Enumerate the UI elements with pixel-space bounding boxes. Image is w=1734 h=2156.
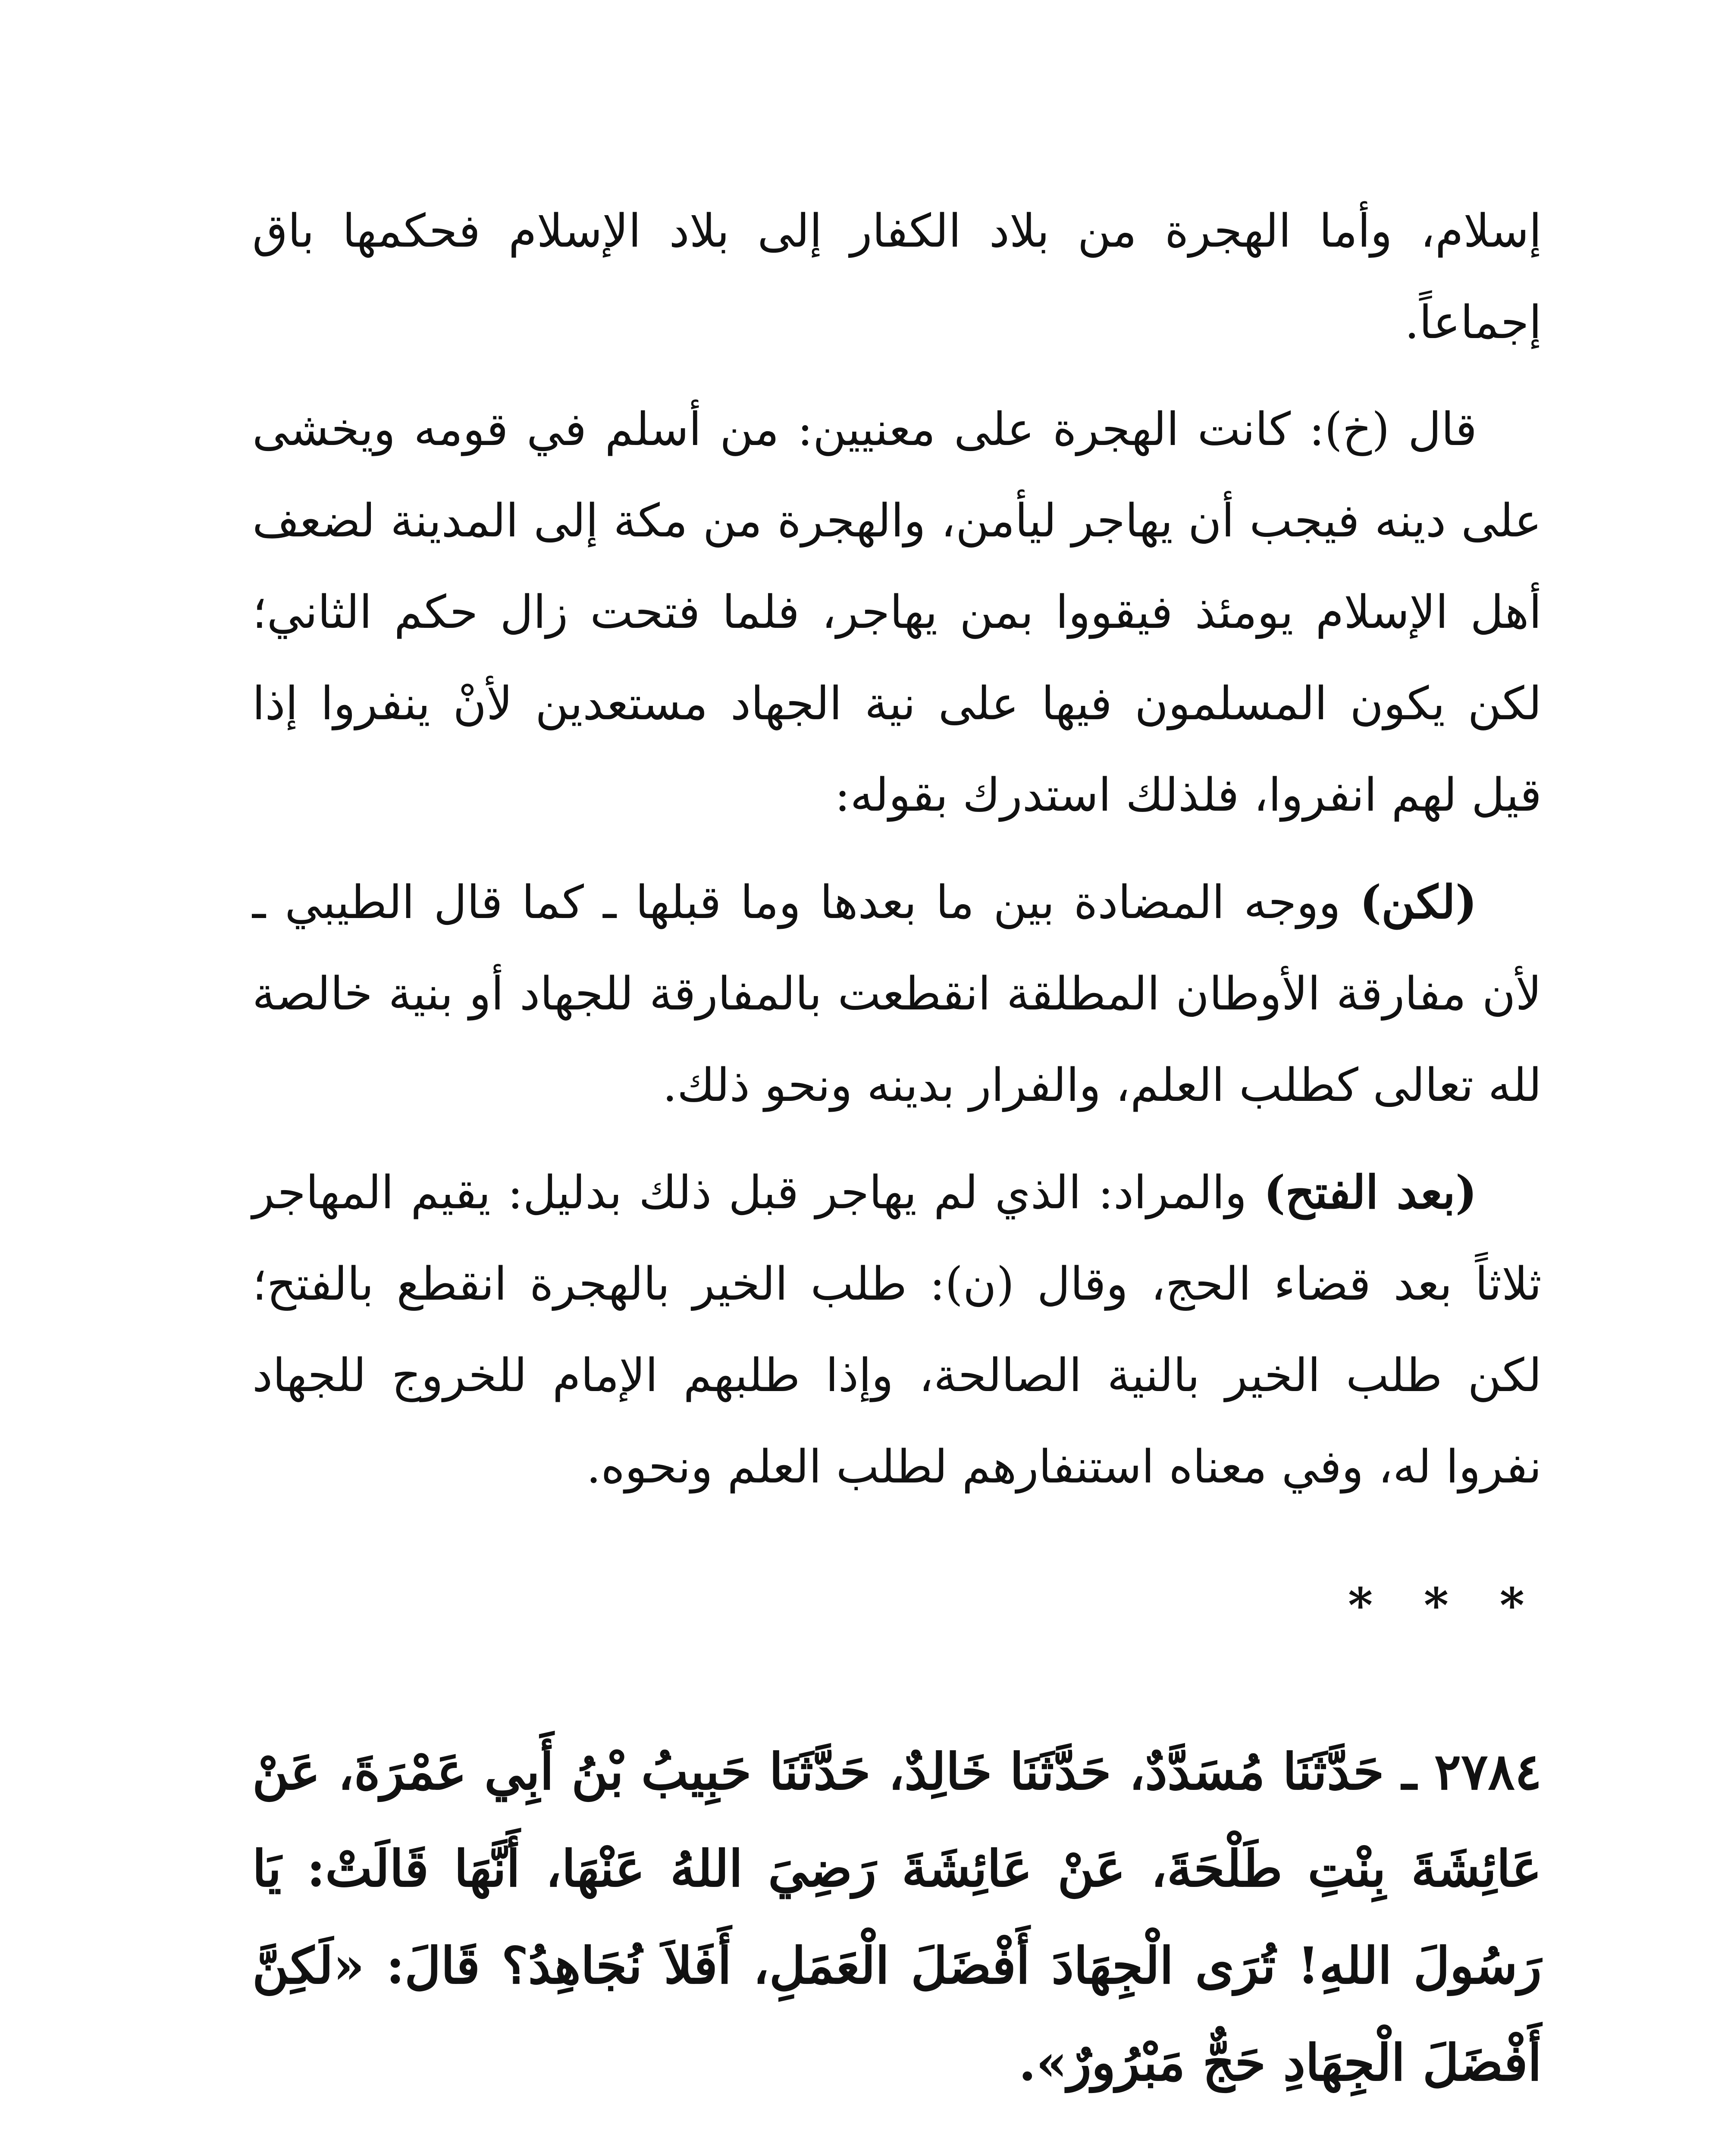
paragraph-3-text: ووجه المضادة بين ما بعدها وما قبلها ـ كما قال الطيبي ـ لأن مفارقة الأوطان المطلقة انقطعت بالمفارقة للجهاد أو بنية خالصة لله تعالى كطلب العلم، والفرار بدينه ونحو ذلك.: [252, 876, 1542, 1112]
paragraph-3-lead: (لكن): [1360, 875, 1477, 929]
page-content: [252, 185, 1542, 2112]
paragraph-2-text: قال (خ): كانت الهجرة على معنيين: من أسلم في قومه ويخشى على دينه فيجب أن يهاجر ليأمن، والهجرة من مكة إلى المدينة لضعف أهل الإسلام يومئذ فيقووا بمن يهاجر، فلما فتحت زال حكم الثاني؛ لكن يكون المسلمون فيها على نية الجهاد مستعدين لأنْ ينفروا إذا قيل لهم انفروا، فلذلك استدرك بقوله:: [252, 403, 1542, 821]
hadith-block: [252, 1724, 1542, 2112]
paragraph-4-text: والمراد: الذي لم يهاجر قبل ذلك بدليل: يقيم المهاجر ثلاثاً بعد قضاء الحج، وقال (ن): طلب الخير بالهجرة انقطع بالفتح؛ لكن طلب الخير بالنية الصالحة، وإذا طلبهم الإمام للخروج للجهاد نفروا له، وفي معناه استنفارهم لطلب العلم ونحوه.: [252, 1166, 1542, 1493]
paragraph-3: [252, 856, 1542, 1131]
paragraph-2: [252, 384, 1542, 841]
hadith-number: ٢٧٨٤: [1434, 1742, 1542, 1801]
hadith-text: ـ حَدَّثَنَا مُسَدَّدٌ، حَدَّثَنَا خَالِدٌ، حَدَّثَنَا حَبِيبُ بْنُ أَبِي عَمْرَةَ، عَنْ عَائِشَةَ بِنْتِ طَلْحَةَ، عَنْ عَائِشَةَ رَضِيَ اللهُ عَنْهَا، أَنَّهَا قَالَتْ: يَا رَسُولَ اللهِ! تُرَى الْجِهَادَ أَفْضَلَ الْعَمَلِ، أَفَلاَ نُجَاهِدُ؟ قَالَ: «لَكِنَّ أَفْضَلَ الْجِهَادِ حَجٌّ مَبْرُورٌ».: [252, 1742, 1542, 2092]
paragraph-1-text: إسلام، وأما الهجرة من بلاد الكفار إلى بلاد الإسلام فحكمها باق إجماعاً.: [252, 204, 1542, 349]
section-separator: * * *: [1348, 1577, 1542, 1633]
paragraph-1: [252, 185, 1542, 368]
paragraph-4: [252, 1147, 1542, 1513]
paragraph-4-lead: (بعد الفتح): [1264, 1165, 1477, 1219]
